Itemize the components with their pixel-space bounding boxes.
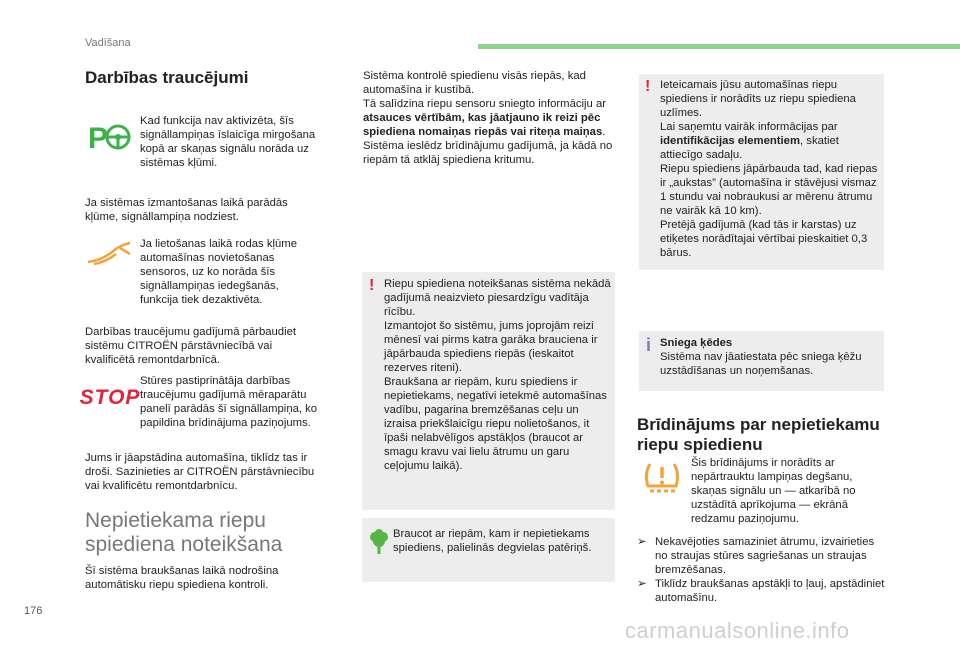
pressure-line-3: Riepu spiediens jāpārbauda tad, kad riepas ir „aukstas” (automašīna ir stāvējusi vismaz 1 stundu vai nobraukusi ar mērenu ātrumu ne vairāk kā 10 km). [660, 163, 878, 217]
stop-label: STOP [79, 386, 141, 409]
pressure-warning-exclamation-icon: ! [645, 78, 651, 95]
header-bar [478, 44, 960, 49]
bullet-item [637, 535, 887, 577]
bullet-arrow-icon: ➢ [637, 578, 647, 590]
low-pressure-bullets [637, 535, 887, 605]
tyre-system-description [363, 69, 613, 167]
warning-exclamation-icon: ! [369, 277, 375, 294]
pressure-line-2b: , skatiet attiecīgo sadaļu. [660, 135, 839, 161]
desc-line-1: Sistēma kontrolē spiedienu visās riepās, kad automašīna ir kustībā. [363, 70, 586, 96]
fault-text-6: Jums ir jāapstādina automašīna, tiklīdz tas ir droši. Sazinieties ar CITROËN pārstāvniecību vai kvalificētu remontdarbnīcu. [85, 452, 315, 492]
desc-bold: atsauces vērtībām, kas jāatjauno ik reizi pēc spiediena nomaiņas riepās vai riteņa maiņas [363, 112, 603, 138]
park-sensor-fault-icon [85, 238, 133, 268]
desc-dot: . [602, 126, 606, 138]
section-title-tyre-detection: Nepietiekama riepu spiediena noteikšana [85, 509, 283, 556]
eco-tree-icon [368, 528, 390, 556]
section-header: Vadīšana [85, 37, 131, 49]
low-pressure-text: Šis brīdinājums ir norādīts ar nepārtrauktu lampiņas degšanu, skaņas signālu un — atkarībā no uzstādītā aprīkojuma — ekrānā redzamu paziņojumu. [691, 457, 856, 525]
desc-line-3: Sistēma ieslēdz brīdinājumu gadījumā, ja kādā no riepām tā atklāj spiediena kritumu. [363, 140, 613, 166]
desc-line-2: Tā salīdzina riepu sensoru sniegto informāciju ar [363, 98, 607, 110]
bullet-arrow-icon: ➢ [637, 536, 647, 548]
svg-text:P: P [88, 122, 109, 155]
fault-text-5: Stūres pastiprinātāja darbības traucējumu gadījumā mēraparātu panelī parādās šī signāllampiņa, ko papildina brīdinājuma paziņojums. [140, 375, 318, 429]
warning-box-text: Riepu spiediena noteikšanas sistēma nekādā gadījumā neaizvieto piesardzīgu vadītāja rīcību. Izmantojot šo sistēmu, jums joprojām reizi mēnesī vai pirms katra garāka brauciena ir jāpārbauda spiediens riepās (ieskaitot rezerves riteni). Braukšana ar riepām, kuru spiediens ir nepietiekams, negatīvi ietekmē automašīnas vadību, pagarina bremzēšanas ceļu un izraisa priekšlaicīgu riepu nolietošanos, it īpaši nelabvēlīgos apstākļos (braucot ar smagu kravu vai lielu ātrumu un garu ceļojumu laikā). [384, 278, 611, 472]
info-icon: i [646, 335, 652, 355]
park-assist-warning-icon [87, 117, 131, 157]
bullet-text-2: Tiklīdz braukšanas apstākļi to ļauj, apstādiniet automašīnu. [655, 578, 885, 604]
watermark: carmanualsonline.info [625, 618, 850, 643]
snow-chains-info [660, 336, 882, 378]
snow-chains-text: Sistēma nav jāatiestata pēc sniega ķēžu uzstādīšanas un noņemšanas. [660, 351, 862, 377]
pressure-warning-text [660, 78, 882, 260]
section-title-low-pressure: Brīdinājums par nepietiekamu riepu spiedienu [637, 415, 880, 454]
stop-warning-icon [79, 384, 141, 412]
fault-text-4: Darbības traucējumu gadījumā pārbaudiet sistēmu CITROËN pārstāvniecībā vai kvalificētā remontdarbnīcā. [85, 326, 297, 366]
fault-text-2: Ja sistēmas izmantošanas laikā parādās kļūme, signāllampiņa nodziest. [85, 197, 288, 223]
snow-chains-title: Sniega ķēdes [660, 337, 733, 349]
fault-text-1: Kad funkcija nav aktivizēta, šīs signāllampiņas īslaicīga mirgošana kopā ar skaņas signālu norāda uz sistēmas kļūmi. [140, 115, 316, 169]
tyre-pressure-warning-icon [640, 456, 684, 500]
pressure-line-2: Lai saņemtu vairāk informācijas par [660, 121, 838, 133]
pressure-line-4: Pretējā gadījumā (kad tās ir karstas) uz etiķetes norādītajai vērtībai pieskaitiet 0,3 bārus. [660, 219, 868, 259]
pressure-bold: identifikācijas elementiem [660, 135, 801, 147]
fault-text-3: Ja lietošanas laikā rodas kļūme automašīnas novietošanas sensoros, uz ko norāda šīs signāllampiņas iedegšanās, funkcija tiek dezaktivēta. [140, 238, 297, 306]
page-number: 176 [24, 605, 43, 617]
section-title-faults: Darbības traucējumi [85, 68, 249, 87]
bullet-item [637, 577, 887, 605]
eco-text: Braucot ar riepām, kam ir nepietiekams spiediens, palielinās degvielas patēriņš. [393, 528, 592, 554]
bullet-text-1: Nekavējoties samaziniet ātrumu, izvairieties no straujas stūres sagriešanas un straujas bremzēšanas. [655, 536, 875, 576]
tyre-detection-intro: Šī sistēma braukšanas laikā nodrošina automātisku riepu spiediena kontroli. [85, 565, 279, 591]
pressure-line-1: Ieteicamais jūsu automašīnas riepu spiediens ir norādīts uz riepu spiediena uzlīmes. [660, 79, 856, 119]
